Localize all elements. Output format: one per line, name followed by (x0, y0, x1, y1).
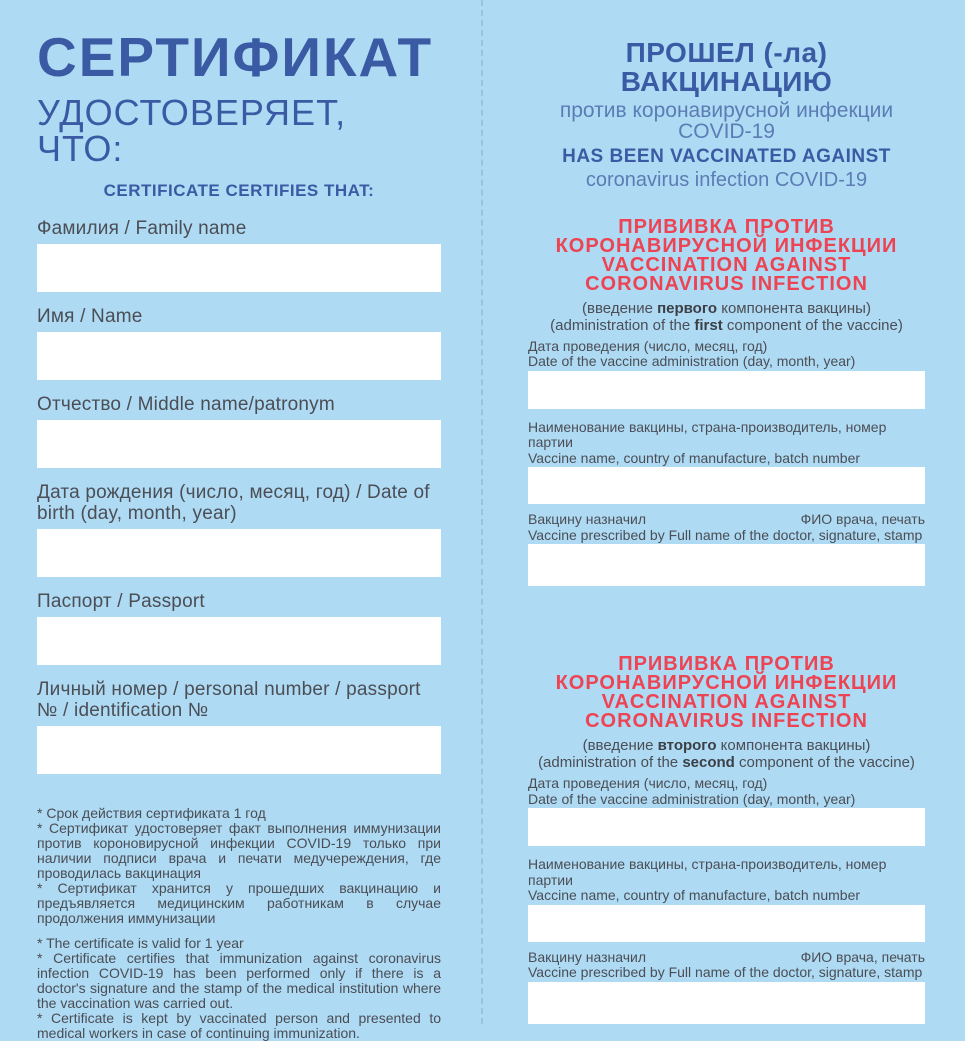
vaccination-right-panel (528, 0, 925, 1024)
footnote-en-certifies: * Certificate certifies that immunization against coronavirus infection COVID-19 has been performed only if there is a doctor's signature and the stamp of the medical institution where the vaccination was carried out. (37, 950, 441, 1011)
middle-name-field[interactable] (37, 420, 441, 468)
dose1-date-group (528, 339, 925, 409)
dose1-heading-line: КОРОНАВИРУСНОЙ ИНФЕКЦИИ (555, 234, 898, 257)
dose1-intro-en-pre: (administration of the (550, 316, 695, 334)
dose1-prescribed-row (528, 512, 925, 528)
footnotes-english (37, 936, 441, 1041)
middle-name-group (37, 394, 441, 468)
dose1-date-label-ru: Дата проведения (число, месяц, год) (528, 337, 768, 354)
dose2-date-group (528, 776, 925, 846)
dose2-date-label-en: Date of the vaccine administration (day, month, year) (528, 790, 856, 807)
dose1-heading-line: ПРИВИВКА ПРОТИВ (618, 215, 835, 238)
footnote-en-kept: * Certificate is kept by vaccinated person and presented to medical workers in case of continuing immunization. (37, 1010, 441, 1041)
dose2-heading-line: CORONAVIRUS INFECTION (585, 710, 868, 733)
dose2-intro-ru (528, 737, 925, 754)
name-label: Имя / Name (37, 306, 143, 327)
footnote-ru-validity: * Срок действия сертификата 1 год (37, 805, 266, 821)
dose2-doctor-stamp-label: ФИО врача, печать (800, 948, 925, 965)
footnote-ru-certifies: * Сертификат удостоверяет факт выполнения иммунизации против короновирусной инфекции COVID-19 только при наличии подписи врача и печати медучереждения, где проводилась вакцинация (37, 820, 441, 881)
dose1-doctor-group (528, 512, 925, 586)
dose2-date-label-ru: Дата проведения (число, месяц, год) (528, 775, 768, 792)
personal-number-group (37, 679, 441, 774)
passport-field[interactable] (37, 617, 441, 665)
dose1-doctor-field[interactable] (528, 544, 925, 586)
dose1-intro-en-bold: first (694, 316, 723, 334)
personal-number-field[interactable] (37, 726, 441, 774)
dose2-intro-ru-pre: (введение (582, 737, 658, 755)
personal-number-label: Личный номер / personal number / passport № / identification № (37, 679, 421, 721)
dose2-prescribed-label-en: Vaccine prescribed by Full name of the doctor, signature, stamp (528, 964, 923, 981)
dose2-prescribed-label-ru: Вакцину назначил (528, 948, 646, 965)
dose2-vaccine-label-ru: Наименование вакцины, страна-производитель, номер партии (528, 856, 887, 888)
dose2-intro-en-post: component of the vaccine) (734, 754, 915, 772)
dose2-heading-line: VACCINATION AGAINST (601, 691, 852, 714)
name-group (37, 306, 441, 380)
name-field[interactable] (37, 332, 441, 380)
dose2-date-field[interactable] (528, 808, 925, 846)
vaccinated-subtitle-en: coronavirus infection COVID-19 (585, 168, 868, 191)
vaccinated-title-ru: ПРОШЕЛ (-ла) ВАКЦИНАЦИЮ (620, 37, 833, 98)
certificate-subtitle: УДОСТОВЕРЯЕТ, ЧТО: (37, 92, 347, 169)
dose1-vaccine-label-ru: Наименование вакцины, страна-производитель, номер партии (528, 418, 887, 451)
footnotes-russian (37, 806, 441, 926)
vaccinated-title-en: HAS BEEN VACCINATED AGAINST (562, 145, 891, 167)
family-name-field[interactable] (37, 244, 441, 292)
dose1-intro-ru-pre: (введение (582, 299, 658, 317)
dose1-heading-line: VACCINATION AGAINST (601, 253, 852, 276)
dose2-vaccine-field[interactable] (528, 905, 925, 942)
dose2-intro-ru-post: компонента вакцины) (716, 737, 871, 755)
family-name-label: Фамилия / Family name (37, 218, 247, 239)
dose1-intro-en-post: component of the vaccine) (722, 316, 903, 334)
dose1-heading-line: CORONAVIRUS INFECTION (585, 272, 868, 295)
passport-group (37, 591, 441, 665)
dose2-prescribed-row (528, 950, 925, 966)
dose2-intro-en-bold: second (682, 754, 735, 772)
birth-date-group (37, 482, 441, 577)
dose2-doctor-group (528, 950, 925, 1024)
dose2-vaccine-label-en: Vaccine name, country of manufacture, batch number (528, 887, 861, 904)
footnote-ru-kept: * Сертификат хранится у прошедших вакцинацию и предъявляется медицинским работникам в случае продолжения иммунизации (37, 880, 441, 926)
dose1-intro-ru (528, 300, 925, 317)
dose2-vaccine-group (528, 857, 925, 942)
dose2-doctor-field[interactable] (528, 982, 925, 1024)
dose1-vaccine-group (528, 420, 925, 505)
vaccinated-header (528, 38, 925, 190)
birth-date-field[interactable] (37, 529, 441, 577)
dose2-intro-ru-bold: второго (657, 737, 717, 755)
dose2-heading-line: ПРИВИВКА ПРОТИВ (618, 653, 835, 676)
certificate-subtitle-en: CERTIFICATE CERTIFIES THAT: (103, 181, 375, 200)
dose1-intro-ru-post: компонента вакцины) (717, 299, 871, 317)
dose1-doctor-stamp-label: ФИО врача, печать (800, 511, 925, 528)
middle-name-label: Отчество / Middle name/patronym (37, 394, 335, 415)
dose2-heading-line: КОРОНАВИРУСНОЙ ИНФЕКЦИИ (555, 672, 898, 695)
family-name-group (37, 218, 441, 292)
dose1-date-label-en: Date of the vaccine administration (day, month, year) (528, 353, 856, 370)
dose2-intro-en-pre: (administration of the (538, 754, 683, 772)
dose1-vaccine-label-en: Vaccine name, country of manufacture, batch number (528, 449, 861, 466)
dose2-heading (528, 655, 925, 731)
dose1-intro-ru-bold: первого (657, 299, 718, 317)
dose1-vaccine-field[interactable] (528, 467, 925, 504)
vaccinated-subtitle-ru: против коронавирусной инфекции COVID-19 (559, 98, 894, 143)
dose1-section (528, 215, 925, 587)
dose1-heading (528, 215, 925, 295)
dose1-intro-en (528, 317, 925, 334)
dose2-section (528, 655, 925, 1024)
dose2-intro-en (528, 754, 925, 771)
dose1-prescribed-label-ru: Вакцину назначил (528, 511, 646, 528)
dose1-prescribed-label-en: Vaccine prescribed by Full name of the doctor, signature, stamp (528, 526, 923, 543)
certificate-title: СЕРТИФИКАТ (37, 26, 434, 88)
fold-line (481, 0, 483, 1024)
dose1-date-field[interactable] (528, 371, 925, 409)
certificate-left-panel (37, 0, 441, 1041)
birth-date-label: Дата рождения (число, месяц, год) / Date of birth (day, month, year) (37, 482, 430, 524)
passport-label: Паспорт / Passport (37, 591, 205, 612)
footnote-en-validity: * The certificate is valid for 1 year (37, 935, 244, 951)
